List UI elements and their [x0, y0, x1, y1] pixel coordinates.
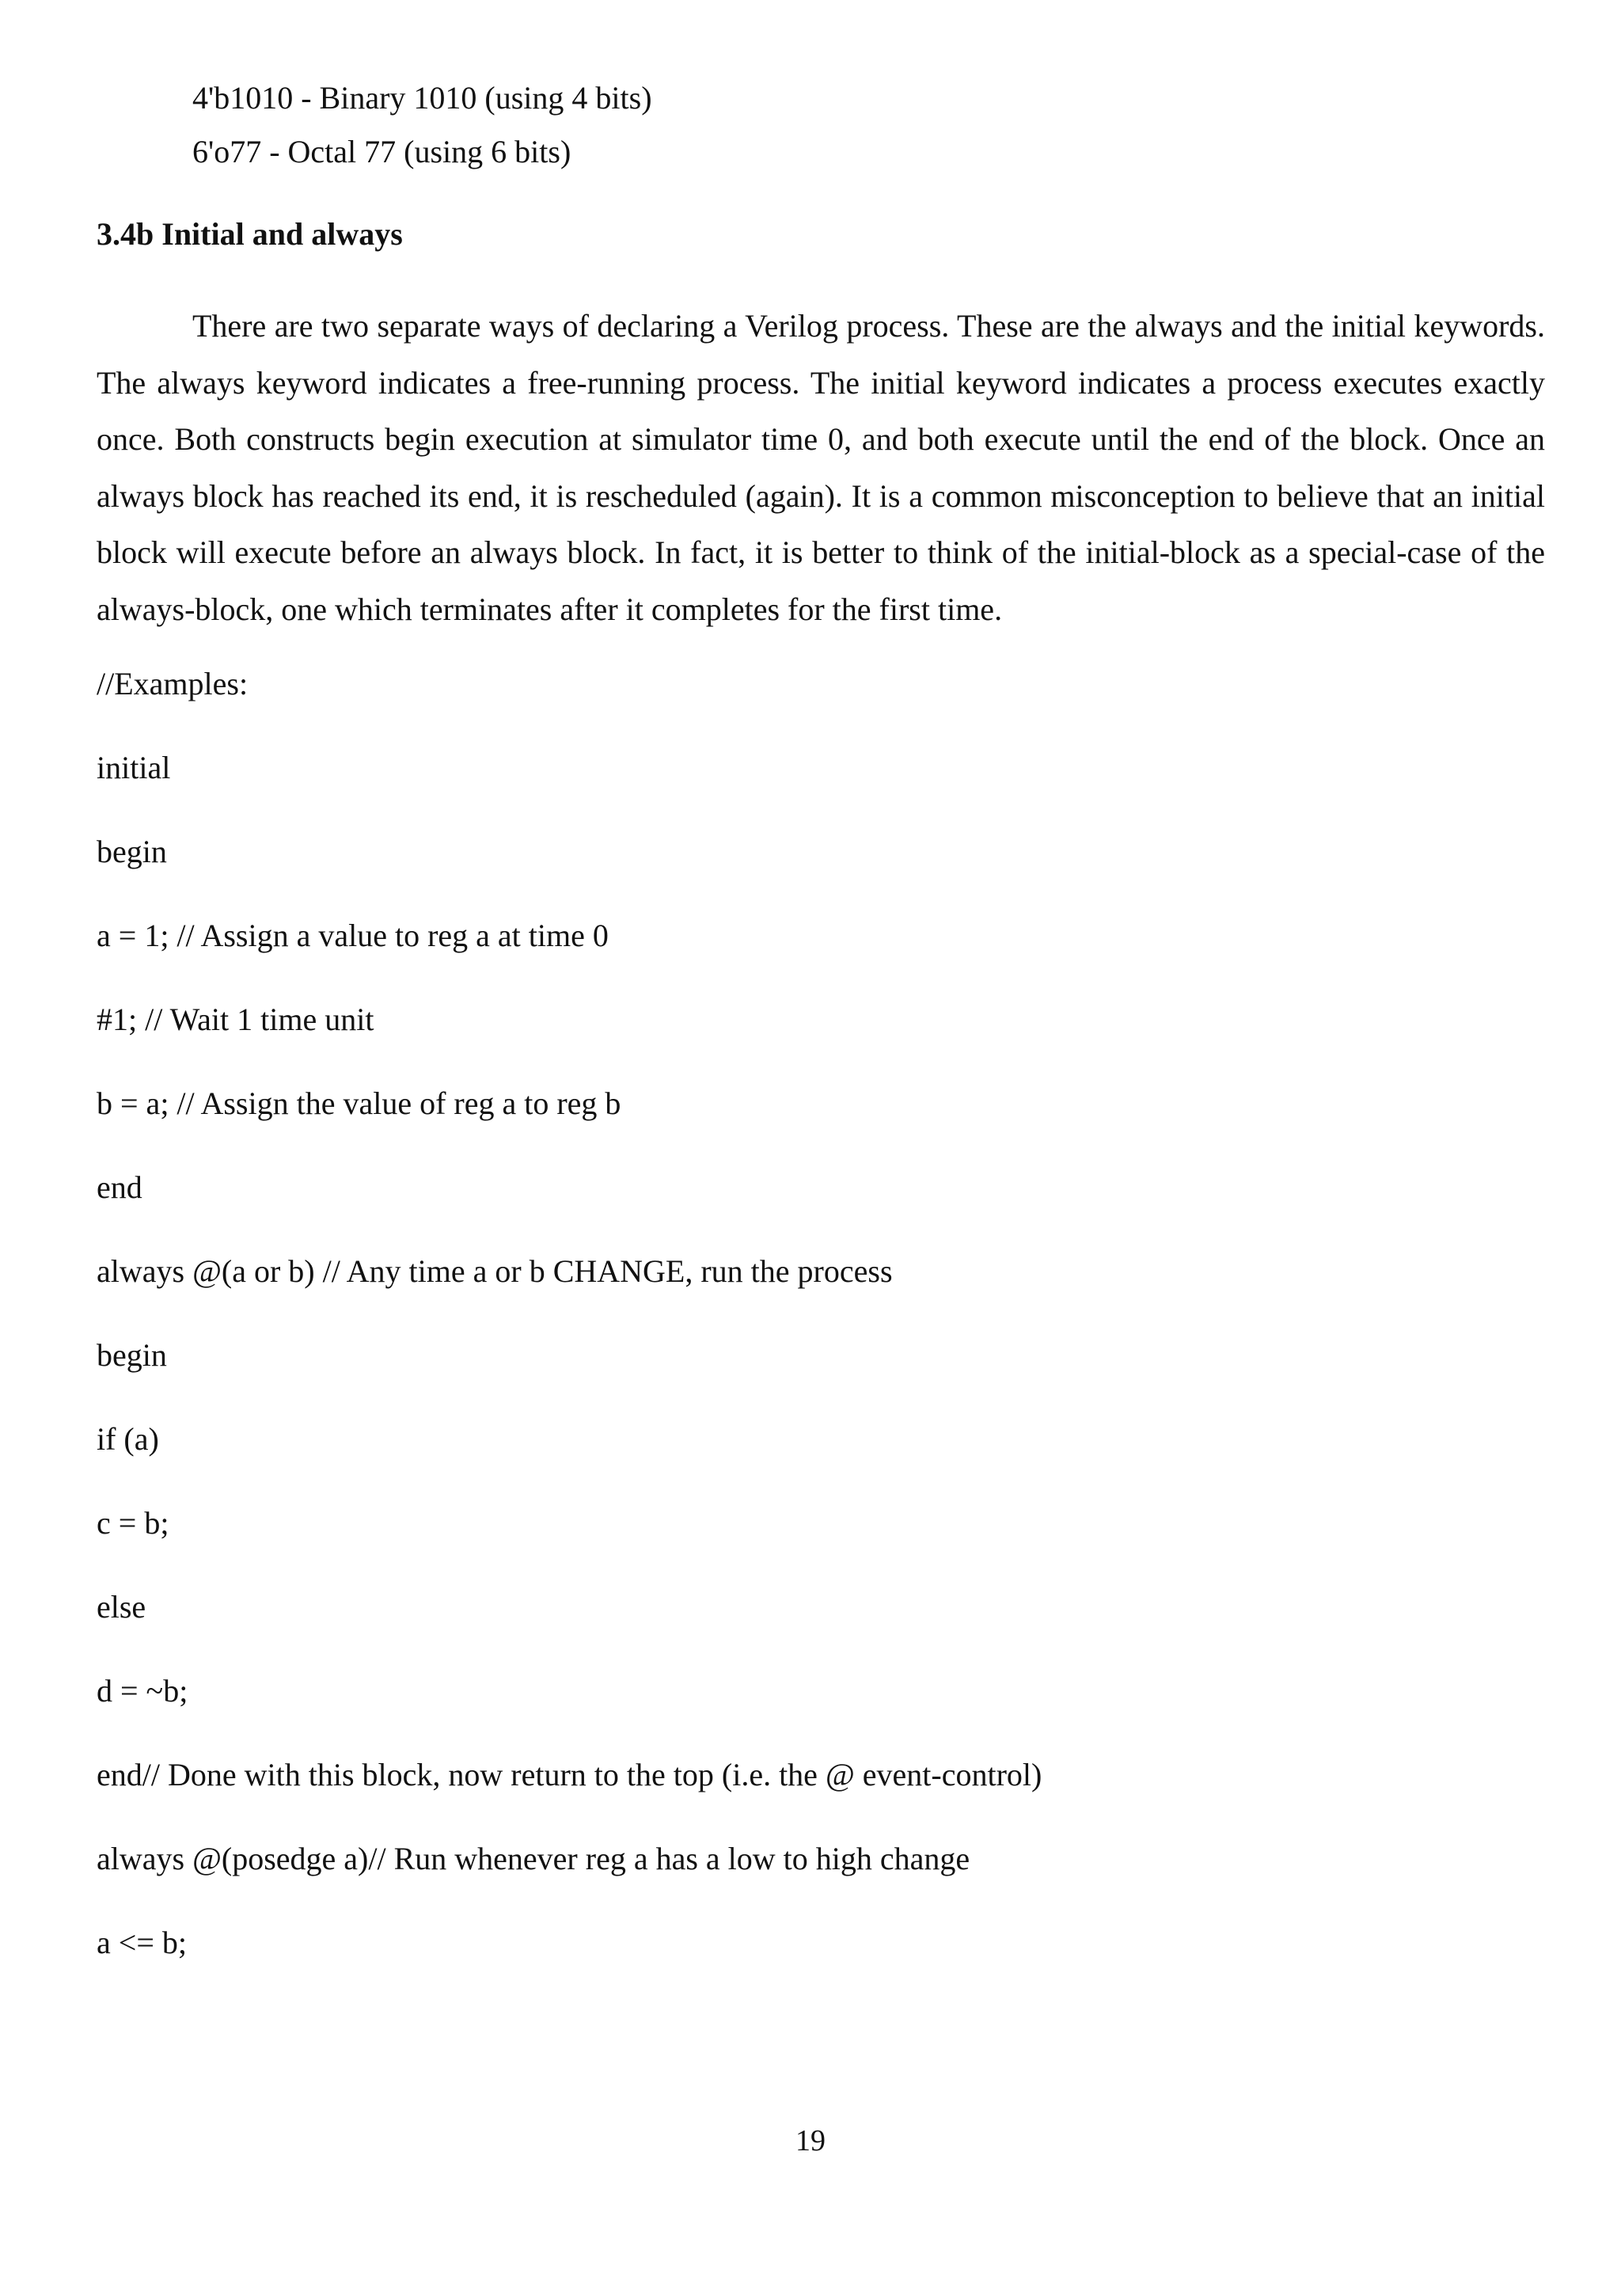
code-line: begin — [97, 1337, 167, 1373]
binary-literal-example: 4'b1010 - Binary 1010 (using 4 bits) — [192, 80, 652, 116]
code-line: a <= b; — [97, 1925, 187, 1960]
section-paragraph: There are two separate ways of declaring a Verilog process. These are the always and the initial keywords. The always keyword indicates a free-running process. The initial keyword indicates a process executes exactly once. Both constructs begin execution at simulator time 0, and both execute until the end of the block. Once an always block has reached its end, it is rescheduled (again). It is a common misconception to believe that an initial block will execute before an always block. In fact, it is better to think of the initial-block as a special-case of the always-block, one which terminates after it completes for the first time. — [97, 308, 1545, 627]
code-line: c = b; — [97, 1505, 169, 1541]
code-line: b = a; // Assign the value of reg a to reg b — [97, 1085, 621, 1121]
code-line: #1; // Wait 1 time unit — [97, 1002, 374, 1037]
page-number: 19 — [795, 2124, 826, 2157]
code-line: end// Done with this block, now return to the top (i.e. the @ event-control) — [97, 1757, 1042, 1792]
code-line: initial — [97, 750, 171, 785]
code-line: d = ~b; — [97, 1673, 188, 1709]
code-line: end — [97, 1169, 142, 1205]
section-heading: 3.4b Initial and always — [97, 216, 403, 252]
code-line: if (a) — [97, 1421, 159, 1457]
code-line: a = 1; // Assign a value to reg a at time 0 — [97, 918, 609, 953]
code-line: //Examples: — [97, 666, 249, 701]
code-example-block — [97, 665, 1042, 2008]
code-line: always @(a or b) // Any time a or b CHANGE, run the process — [97, 1253, 893, 1289]
code-line: always @(posedge a)// Run whenever reg a has a low to high change — [97, 1841, 970, 1876]
octal-literal-example: 6'o77 - Octal 77 (using 6 bits) — [192, 134, 571, 169]
code-line: else — [97, 1589, 146, 1625]
code-line: begin — [97, 834, 167, 869]
